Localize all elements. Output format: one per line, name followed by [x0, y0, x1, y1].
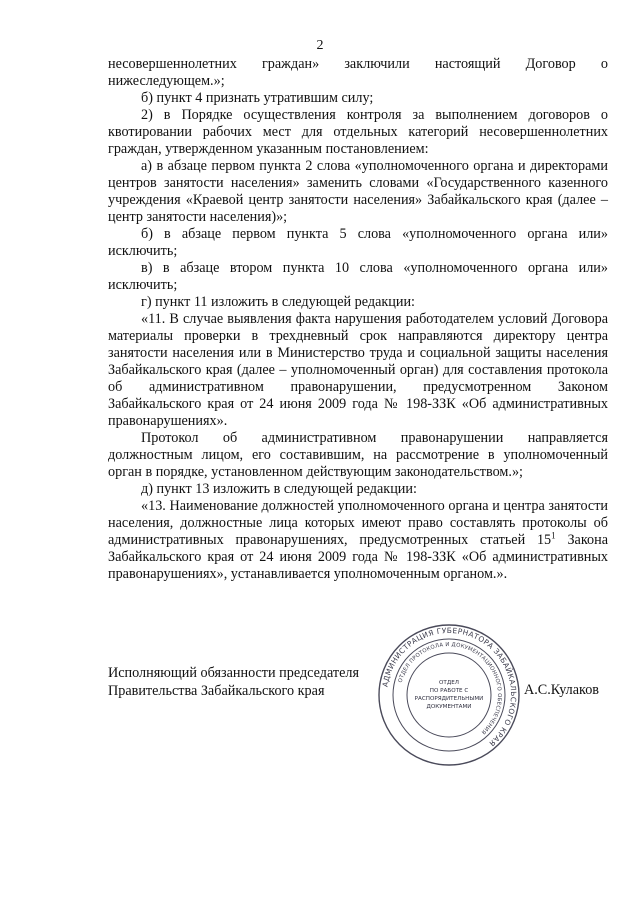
stamp-center-line-1: ОТДЕЛ [439, 680, 459, 686]
paragraph-item-g: г) пункт 11 изложить в следующей редакции: [141, 294, 415, 310]
signature-position-line2: Правительства Забайкальского края [108, 683, 325, 699]
stamp-outer-text: АДМИНИСТРАЦИЯ ГУБЕРНАТОРА ЗАБАЙКАЛЬСКОГО КРАЯ [380, 625, 519, 749]
paragraph-item-b5: б) в абзаце первом пункта 5 слова «уполномоченного органа или» исключить; [108, 226, 608, 259]
clause-13-text-end: Закона Забайкальского края от 24 июня 2009 года № 198-ЗЗК «Об административных правонарушениях», устанавливается уполномоченным органом.». [108, 532, 608, 582]
paragraph-clause-11: «11. В случае выявления факта нарушения работодателем условий Договора материалы проверки в трехдневный срок направляются директору центра занятости населения или в Министерство труда и социальной защиты населения Забайкальского края (далее – уполномоченный орган) для составления протокола об административном правонарушении, предусмотренном Законом Забайкальского края от 24 июня 2009 года № 198-ЗЗК «Об административных правонарушениях». [108, 311, 608, 429]
paragraph-protocol: Протокол об административном правонарушении направляется должностным лицом, его составившим, на рассмотрение в уполномоченный орган в порядке, установленном действующим законодательством.»; [108, 430, 608, 480]
paragraph-item-b4: б) пункт 4 признать утратившим силу; [141, 90, 374, 106]
paragraph-item-v: в) в абзаце втором пункта 10 слова «уполномоченного органа или» исключить; [108, 260, 608, 293]
stamp-center-line-2: ПО РАБОТЕ С [429, 688, 469, 694]
article-superscript: 1 [551, 530, 556, 541]
document-body [108, 56, 608, 583]
paragraph-clause-13 [108, 498, 608, 583]
stamp-middle-text: ОТДЕЛ ПРОТОКОЛА И ДОКУМЕНТАЦИОННОГО ОБЕСПЕЧЕНИЯ [397, 641, 503, 735]
signatory-name: А.С.Кулаков [524, 682, 600, 698]
stamp-center-line-4: ДОКУМЕНТАМИ [426, 704, 472, 710]
stamp-middle-ring [393, 639, 505, 751]
signature-position [108, 664, 359, 700]
paragraph-item-2: 2) в Порядке осуществления контроля за выполнением договоров о квотировании рабочих мест для отдельных категорий несовершеннолетних граждан, утвержденном указанным постановлением: [108, 107, 608, 157]
paragraph-continuation: несовершеннолетних граждан» заключили настоящий Договор о нижеследующем.»; [108, 56, 608, 89]
stamp-center-line-3: РАСПОРЯДИТЕЛЬНЫМИ [414, 696, 484, 702]
paragraph-item-d: д) пункт 13 изложить в следующей редакции: [141, 481, 417, 497]
official-stamp [376, 622, 522, 768]
signature-position-line1: Исполняющий обязанности председателя [108, 665, 359, 681]
clause-13-text-start: «13. Наименование должностей уполномоченного органа и центра занятости населения, должностные лица которых имеют право составлять протоколы об административных правонарушениях, предусмотренных статьей 15 [108, 498, 608, 548]
paragraph-item-a: а) в абзаце первом пункта 2 слова «уполномоченного органа и директорами центров занятости населения» заменить словами «Государственного казенного учреждения «Краевой центр занятости населения» Забайкальского края (далее – центр занятости населения)»; [108, 158, 608, 225]
page-number: 2 [316, 38, 324, 53]
stamp-inner-ring [407, 653, 491, 737]
